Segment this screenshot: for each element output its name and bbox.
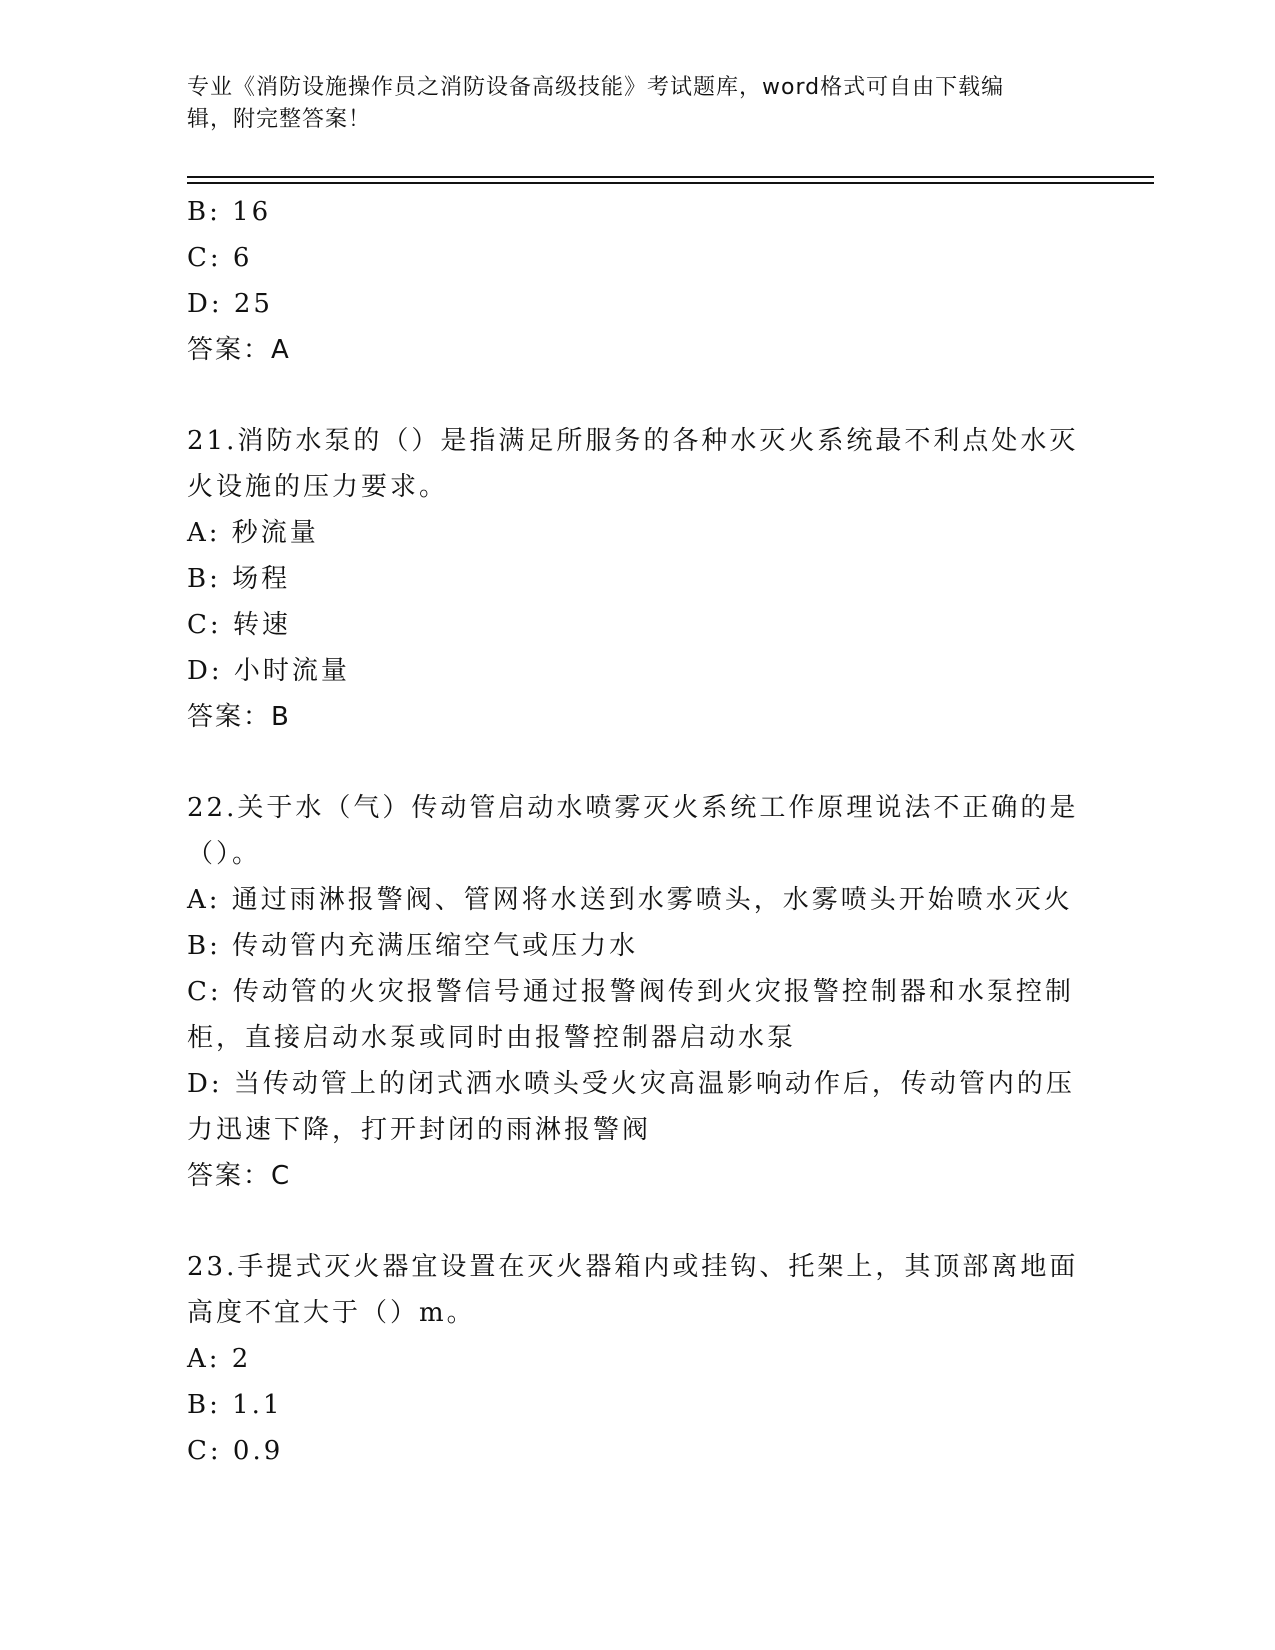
option-b: B: 1.1 <box>187 1390 283 1420</box>
option-b: B: 16 <box>187 197 272 227</box>
answer-line: 答案：B <box>187 702 291 732</box>
header-line-1: 专业《消防设施操作员之消防设备高级技能》考试题库，word格式可自由下载编 <box>187 75 1005 100</box>
question-stem-line-1: 21.消防水泵的（）是指满足所服务的各种水灭火系统最不利点处水灭 <box>187 426 1079 456</box>
answer-line: 答案：A <box>187 335 291 365</box>
option-c: C: 转速 <box>187 610 291 640</box>
option-a: A: 2 <box>187 1344 252 1374</box>
document-header <box>187 72 1067 136</box>
option-c: C: 0.9 <box>187 1436 284 1466</box>
answer-line: 答案：C <box>187 1161 292 1191</box>
question-22 <box>187 785 1087 1199</box>
question-21 <box>187 418 1087 740</box>
option-d: D: 25 <box>187 289 273 319</box>
question-23 <box>187 1244 1087 1474</box>
option-b: B: 场程 <box>187 564 291 594</box>
option-c-line-2: 柜，直接启动水泵或同时由报警控制器启动水泵 <box>187 1023 797 1053</box>
option-d: D: 小时流量 <box>187 656 350 686</box>
question-20-tail <box>187 189 1087 373</box>
option-d-line-2: 力迅速下降，打开封闭的雨淋报警阀 <box>187 1115 652 1145</box>
option-c-line-1: C: 传动管的火灾报警信号通过报警阀传到火灾报警控制器和水泵控制 <box>187 977 1074 1007</box>
spacer <box>187 1199 1087 1244</box>
header-divider-bottom <box>187 182 1154 184</box>
option-a: A: 通过雨淋报警阀、管网将水送到水雾喷头，水雾喷头开始喷水灭火 <box>187 885 1073 915</box>
spacer <box>187 373 1087 418</box>
header-line-2: 辑，附完整答案！ <box>187 107 372 132</box>
question-stem-line-2: 高度不宜大于（）m。 <box>187 1298 476 1328</box>
option-a: A: 秒流量 <box>187 518 319 548</box>
question-list <box>187 189 1087 1474</box>
spacer <box>187 740 1087 785</box>
option-b: B: 传动管内充满压缩空气或压力水 <box>187 931 639 961</box>
question-stem-line-2: （）。 <box>187 839 262 869</box>
question-stem-line-2: 火设施的压力要求。 <box>187 472 449 502</box>
question-stem-line-1: 23.手提式灭火器宜设置在灭火器箱内或挂钩、托架上，其顶部离地面 <box>187 1252 1079 1282</box>
option-c: C: 6 <box>187 243 253 273</box>
option-d-line-1: D: 当传动管上的闭式洒水喷头受火灾高温影响动作后，传动管内的压 <box>187 1069 1075 1099</box>
header-divider-top <box>187 176 1154 178</box>
question-stem-line-1: 22.关于水（气）传动管启动水喷雾灭火系统工作原理说法不正确的是 <box>187 793 1079 823</box>
